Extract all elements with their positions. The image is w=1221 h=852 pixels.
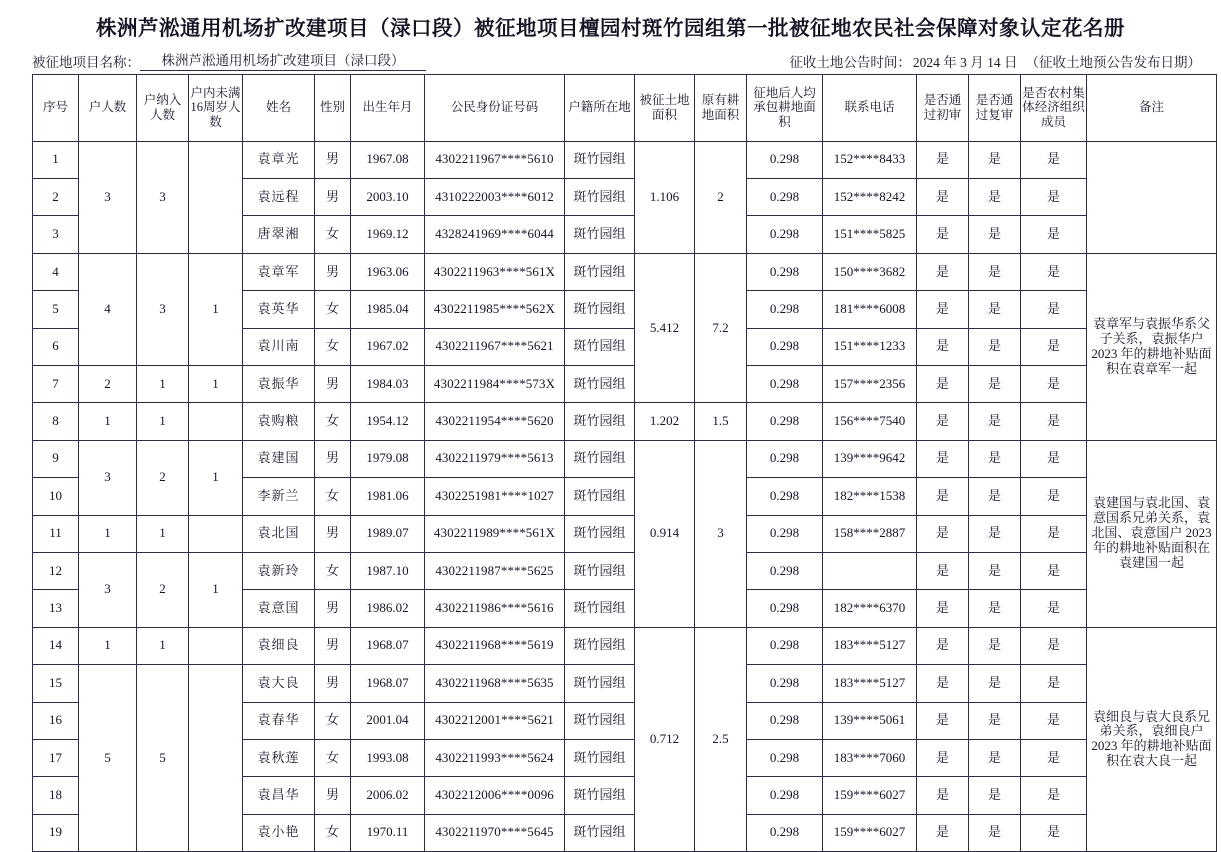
cell-first-review: 是	[917, 665, 969, 702]
cell-id-number: 4302211993****5624	[425, 739, 565, 776]
col-under16: 户内未满16周岁人数	[189, 74, 243, 141]
cell-second-review: 是	[969, 627, 1021, 664]
cell-id-number: 4302211989****561X	[425, 515, 565, 552]
cell-birth: 1969.12	[351, 216, 425, 253]
cell-gender: 女	[315, 328, 351, 365]
cell-residence: 斑竹园组	[565, 665, 635, 702]
cell-household-included: 1	[137, 515, 189, 552]
cell-birth: 1967.08	[351, 141, 425, 178]
cell-seq: 6	[33, 328, 79, 365]
cell-id-number: 4302211967****5621	[425, 328, 565, 365]
cell-gender: 男	[315, 665, 351, 702]
cell-first-review: 是	[917, 478, 969, 515]
cell-residence: 斑竹园组	[565, 702, 635, 739]
cell-collective-member: 是	[1021, 814, 1087, 851]
cell-seq: 2	[33, 179, 79, 216]
cell-gender: 男	[315, 141, 351, 178]
cell-under16	[189, 665, 243, 852]
cell-gender: 男	[315, 627, 351, 664]
cell-residence: 斑竹园组	[565, 627, 635, 664]
announcement-time-value: 2024 年 3 月 14 日	[912, 54, 1018, 70]
cell-phone	[823, 552, 917, 589]
cell-collective-member: 是	[1021, 777, 1087, 814]
cell-id-number: 4302212001****5621	[425, 702, 565, 739]
cell-name: 袁意国	[243, 590, 315, 627]
cell-collective-member: 是	[1021, 253, 1087, 290]
cell-phone: 139****5061	[823, 702, 917, 739]
cell-household-included: 1	[137, 403, 189, 440]
table-row	[33, 515, 1217, 552]
cell-household-people: 4	[79, 253, 137, 365]
cell-remark: 袁建国与袁北国、袁意国系兄弟关系，袁北国、袁意国户 2023 年的耕地补贴面积在袁建国一起	[1087, 440, 1217, 627]
col-household-included: 户纳入人数	[137, 74, 189, 141]
cell-id-number: 4302211985****562X	[425, 291, 565, 328]
cell-gender: 男	[315, 777, 351, 814]
cell-land-taken-area: 1.106	[635, 141, 695, 253]
cell-first-review: 是	[917, 739, 969, 776]
cell-second-review: 是	[969, 777, 1021, 814]
cell-second-review: 是	[969, 739, 1021, 776]
cell-gender: 男	[315, 590, 351, 627]
table-row	[33, 365, 1217, 402]
cell-gender: 男	[315, 515, 351, 552]
registry-table	[32, 74, 1217, 852]
cell-collective-member: 是	[1021, 403, 1087, 440]
cell-phone: 159****6027	[823, 814, 917, 851]
col-seq: 序号	[33, 74, 79, 141]
cell-original-farm-area: 2.5	[695, 627, 747, 851]
cell-id-number: 4310222003****6012	[425, 179, 565, 216]
cell-seq: 7	[33, 365, 79, 402]
cell-seq: 11	[33, 515, 79, 552]
cell-under16	[189, 627, 243, 664]
cell-id-number: 4302211987****5625	[425, 552, 565, 589]
cell-phone: 150****3682	[823, 253, 917, 290]
cell-residence: 斑竹园组	[565, 216, 635, 253]
cell-name: 袁昌华	[243, 777, 315, 814]
cell-birth: 1968.07	[351, 627, 425, 664]
cell-household-included: 3	[137, 141, 189, 253]
cell-original-farm-area: 7.2	[695, 253, 747, 403]
cell-second-review: 是	[969, 403, 1021, 440]
cell-seq: 16	[33, 702, 79, 739]
cell-birth: 1970.11	[351, 814, 425, 851]
cell-phone: 151****5825	[823, 216, 917, 253]
cell-under16	[189, 515, 243, 552]
cell-name: 袁秋莲	[243, 739, 315, 776]
cell-residence: 斑竹园组	[565, 365, 635, 402]
cell-gender: 女	[315, 552, 351, 589]
cell-under16: 1	[189, 253, 243, 365]
cell-household-people: 3	[79, 552, 137, 627]
col-birth: 出生年月	[351, 74, 425, 141]
cell-household-people: 5	[79, 665, 137, 852]
cell-name: 袁章军	[243, 253, 315, 290]
cell-per-capita-contract-area: 0.298	[747, 328, 823, 365]
cell-per-capita-contract-area: 0.298	[747, 141, 823, 178]
cell-birth: 1993.08	[351, 739, 425, 776]
cell-second-review: 是	[969, 515, 1021, 552]
col-land-taken-area: 被征土地面积	[635, 74, 695, 141]
col-remark: 备注	[1087, 74, 1217, 141]
table-body	[33, 141, 1217, 851]
cell-birth: 1967.02	[351, 328, 425, 365]
cell-birth: 1984.03	[351, 365, 425, 402]
cell-phone: 183****5127	[823, 665, 917, 702]
table-row	[33, 253, 1217, 290]
cell-seq: 5	[33, 291, 79, 328]
cell-under16: 1	[189, 365, 243, 402]
cell-name: 袁大良	[243, 665, 315, 702]
cell-collective-member: 是	[1021, 440, 1087, 477]
cell-first-review: 是	[917, 590, 969, 627]
cell-per-capita-contract-area: 0.298	[747, 478, 823, 515]
col-id-number: 公民身份证号码	[425, 74, 565, 141]
cell-name: 袁购粮	[243, 403, 315, 440]
cell-seq: 9	[33, 440, 79, 477]
cell-phone: 181****6008	[823, 291, 917, 328]
cell-second-review: 是	[969, 552, 1021, 589]
cell-residence: 斑竹园组	[565, 253, 635, 290]
cell-second-review: 是	[969, 253, 1021, 290]
cell-name: 袁远程	[243, 179, 315, 216]
cell-land-taken-area: 1.202	[635, 403, 695, 440]
cell-name: 袁振华	[243, 365, 315, 402]
cell-second-review: 是	[969, 328, 1021, 365]
col-second-review: 是否通过复审	[969, 74, 1021, 141]
cell-id-number: 4302211970****5645	[425, 814, 565, 851]
cell-seq: 19	[33, 814, 79, 851]
cell-gender: 女	[315, 291, 351, 328]
cell-original-farm-area: 3	[695, 440, 747, 627]
cell-household-people: 3	[79, 141, 137, 253]
cell-gender: 女	[315, 216, 351, 253]
cell-id-number: 4302211979****5613	[425, 440, 565, 477]
cell-name: 袁春华	[243, 702, 315, 739]
cell-phone: 152****8242	[823, 179, 917, 216]
cell-residence: 斑竹园组	[565, 739, 635, 776]
cell-household-included: 1	[137, 365, 189, 402]
cell-residence: 斑竹园组	[565, 141, 635, 178]
col-per-capita-contract-area: 征地后人均承包耕地面积	[747, 74, 823, 141]
cell-household-included: 3	[137, 253, 189, 365]
cell-residence: 斑竹园组	[565, 328, 635, 365]
cell-gender: 男	[315, 365, 351, 402]
cell-id-number: 4302211967****5610	[425, 141, 565, 178]
cell-second-review: 是	[969, 440, 1021, 477]
cell-residence: 斑竹园组	[565, 814, 635, 851]
cell-phone: 158****2887	[823, 515, 917, 552]
cell-first-review: 是	[917, 216, 969, 253]
cell-birth: 1979.08	[351, 440, 425, 477]
cell-name: 袁北国	[243, 515, 315, 552]
cell-first-review: 是	[917, 253, 969, 290]
cell-collective-member: 是	[1021, 552, 1087, 589]
cell-second-review: 是	[969, 478, 1021, 515]
cell-collective-member: 是	[1021, 627, 1087, 664]
table-row	[33, 141, 1217, 178]
cell-collective-member: 是	[1021, 291, 1087, 328]
cell-household-people: 1	[79, 403, 137, 440]
cell-collective-member: 是	[1021, 590, 1087, 627]
cell-name: 唐翠湘	[243, 216, 315, 253]
cell-per-capita-contract-area: 0.298	[747, 739, 823, 776]
cell-birth: 2003.10	[351, 179, 425, 216]
cell-household-people: 1	[79, 515, 137, 552]
cell-household-included: 2	[137, 552, 189, 627]
cell-id-number: 4302211984****573X	[425, 365, 565, 402]
cell-seq: 12	[33, 552, 79, 589]
project-name-value: 株洲芦淞通用机场扩改建项目（渌口段）	[140, 49, 426, 71]
cell-first-review: 是	[917, 328, 969, 365]
cell-per-capita-contract-area: 0.298	[747, 365, 823, 402]
cell-residence: 斑竹园组	[565, 478, 635, 515]
cell-remark: 袁细良与袁大良系兄弟关系，袁细良户 2023 年的耕地补贴面积在袁大良一起	[1087, 627, 1217, 851]
announcement-time-label: 征收土地公告时间：	[789, 54, 911, 70]
cell-seq: 15	[33, 665, 79, 702]
cell-per-capita-contract-area: 0.298	[747, 665, 823, 702]
cell-first-review: 是	[917, 814, 969, 851]
cell-per-capita-contract-area: 0.298	[747, 216, 823, 253]
cell-seq: 18	[33, 777, 79, 814]
cell-name: 袁英华	[243, 291, 315, 328]
cell-seq: 17	[33, 739, 79, 776]
col-gender: 性别	[315, 74, 351, 141]
cell-collective-member: 是	[1021, 216, 1087, 253]
cell-first-review: 是	[917, 627, 969, 664]
cell-collective-member: 是	[1021, 365, 1087, 402]
col-name: 姓名	[243, 74, 315, 141]
table-row	[33, 403, 1217, 440]
cell-second-review: 是	[969, 702, 1021, 739]
cell-phone: 156****7540	[823, 403, 917, 440]
cell-household-people: 1	[79, 627, 137, 664]
cell-gender: 男	[315, 179, 351, 216]
cell-id-number: 4302211963****561X	[425, 253, 565, 290]
cell-name: 袁章光	[243, 141, 315, 178]
cell-land-taken-area: 5.412	[635, 253, 695, 403]
cell-under16	[189, 403, 243, 440]
cell-name: 袁川南	[243, 328, 315, 365]
table-row	[33, 665, 1217, 702]
cell-phone: 152****8433	[823, 141, 917, 178]
cell-household-people: 3	[79, 440, 137, 515]
cell-second-review: 是	[969, 665, 1021, 702]
cell-household-included: 5	[137, 665, 189, 852]
cell-first-review: 是	[917, 440, 969, 477]
cell-under16	[189, 141, 243, 253]
cell-gender: 男	[315, 440, 351, 477]
cell-residence: 斑竹园组	[565, 440, 635, 477]
cell-birth: 1963.06	[351, 253, 425, 290]
cell-first-review: 是	[917, 552, 969, 589]
cell-id-number: 4302211968****5619	[425, 627, 565, 664]
cell-collective-member: 是	[1021, 515, 1087, 552]
cell-name: 袁细良	[243, 627, 315, 664]
cell-id-number: 4302212006****0096	[425, 777, 565, 814]
cell-household-included: 2	[137, 440, 189, 515]
cell-first-review: 是	[917, 515, 969, 552]
cell-remark: 袁章军与袁振华系父子关系，袁振华户2023 年的耕地补贴面积在袁章军一起	[1087, 253, 1217, 440]
cell-first-review: 是	[917, 403, 969, 440]
cell-seq: 10	[33, 478, 79, 515]
cell-name: 袁建国	[243, 440, 315, 477]
cell-per-capita-contract-area: 0.298	[747, 440, 823, 477]
cell-birth: 1986.02	[351, 590, 425, 627]
cell-residence: 斑竹园组	[565, 590, 635, 627]
cell-phone: 182****1538	[823, 478, 917, 515]
cell-birth: 1987.10	[351, 552, 425, 589]
cell-land-taken-area: 0.712	[635, 627, 695, 851]
cell-household-people: 2	[79, 365, 137, 402]
cell-per-capita-contract-area: 0.298	[747, 179, 823, 216]
cell-land-taken-area: 0.914	[635, 440, 695, 627]
cell-residence: 斑竹园组	[565, 515, 635, 552]
cell-under16: 1	[189, 552, 243, 627]
cell-under16: 1	[189, 440, 243, 515]
cell-seq: 8	[33, 403, 79, 440]
table-header-row	[33, 74, 1217, 141]
cell-id-number: 4328241969****6044	[425, 216, 565, 253]
cell-residence: 斑竹园组	[565, 179, 635, 216]
cell-original-farm-area: 2	[695, 141, 747, 253]
cell-seq: 4	[33, 253, 79, 290]
cell-residence: 斑竹园组	[565, 291, 635, 328]
cell-second-review: 是	[969, 291, 1021, 328]
cell-per-capita-contract-area: 0.298	[747, 627, 823, 664]
cell-birth: 1989.07	[351, 515, 425, 552]
cell-second-review: 是	[969, 814, 1021, 851]
cell-gender: 女	[315, 702, 351, 739]
cell-phone: 182****6370	[823, 590, 917, 627]
cell-collective-member: 是	[1021, 665, 1087, 702]
cell-per-capita-contract-area: 0.298	[747, 253, 823, 290]
cell-per-capita-contract-area: 0.298	[747, 515, 823, 552]
cell-first-review: 是	[917, 365, 969, 402]
cell-birth: 1954.12	[351, 403, 425, 440]
cell-id-number: 4302211954****5620	[425, 403, 565, 440]
cell-per-capita-contract-area: 0.298	[747, 777, 823, 814]
col-first-review: 是否通过初审	[917, 74, 969, 141]
col-household-people: 户人数	[79, 74, 137, 141]
cell-first-review: 是	[917, 179, 969, 216]
cell-collective-member: 是	[1021, 328, 1087, 365]
cell-seq: 14	[33, 627, 79, 664]
cell-residence: 斑竹园组	[565, 403, 635, 440]
cell-first-review: 是	[917, 141, 969, 178]
cell-name: 袁新玲	[243, 552, 315, 589]
cell-collective-member: 是	[1021, 702, 1087, 739]
cell-collective-member: 是	[1021, 179, 1087, 216]
cell-name: 李新兰	[243, 478, 315, 515]
col-original-farm-area: 原有耕地面积	[695, 74, 747, 141]
cell-per-capita-contract-area: 0.298	[747, 590, 823, 627]
project-name-label: 被征地项目名称：	[32, 54, 140, 70]
table-row	[33, 440, 1217, 477]
cell-collective-member: 是	[1021, 141, 1087, 178]
table-row	[33, 627, 1217, 664]
cell-phone: 159****6027	[823, 777, 917, 814]
cell-gender: 女	[315, 739, 351, 776]
cell-gender: 女	[315, 403, 351, 440]
cell-phone: 183****5127	[823, 627, 917, 664]
cell-residence: 斑竹园组	[565, 777, 635, 814]
cell-seq: 3	[33, 216, 79, 253]
cell-first-review: 是	[917, 291, 969, 328]
cell-second-review: 是	[969, 179, 1021, 216]
cell-phone: 157****2356	[823, 365, 917, 402]
cell-remark	[1087, 141, 1217, 253]
cell-seq: 13	[33, 590, 79, 627]
cell-per-capita-contract-area: 0.298	[747, 552, 823, 589]
cell-phone: 139****9642	[823, 440, 917, 477]
cell-second-review: 是	[969, 141, 1021, 178]
cell-household-included: 1	[137, 627, 189, 664]
cell-name: 袁小艳	[243, 814, 315, 851]
cell-birth: 1968.07	[351, 665, 425, 702]
cell-per-capita-contract-area: 0.298	[747, 291, 823, 328]
cell-second-review: 是	[969, 365, 1021, 402]
cell-gender: 男	[315, 253, 351, 290]
table-row	[33, 552, 1217, 589]
col-collective-member: 是否农村集体经济组织成员	[1021, 74, 1087, 141]
col-residence: 户籍所在地	[565, 74, 635, 141]
cell-first-review: 是	[917, 702, 969, 739]
cell-id-number: 4302211986****5616	[425, 590, 565, 627]
cell-birth: 1981.06	[351, 478, 425, 515]
cell-per-capita-contract-area: 0.298	[747, 702, 823, 739]
cell-phone: 151****1233	[823, 328, 917, 365]
cell-birth: 2001.04	[351, 702, 425, 739]
cell-collective-member: 是	[1021, 739, 1087, 776]
announcement-time-note: （征收土地预公告发布日期）	[1025, 54, 1201, 70]
cell-per-capita-contract-area: 0.298	[747, 403, 823, 440]
cell-birth: 1985.04	[351, 291, 425, 328]
cell-gender: 女	[315, 478, 351, 515]
cell-residence: 斑竹园组	[565, 552, 635, 589]
cell-collective-member: 是	[1021, 478, 1087, 515]
cell-per-capita-contract-area: 0.298	[747, 814, 823, 851]
cell-second-review: 是	[969, 590, 1021, 627]
cell-phone: 183****7060	[823, 739, 917, 776]
cell-seq: 1	[33, 141, 79, 178]
subheader-row	[32, 49, 1201, 71]
cell-birth: 2006.02	[351, 777, 425, 814]
cell-id-number: 4302211968****5635	[425, 665, 565, 702]
cell-id-number: 4302251981****1027	[425, 478, 565, 515]
col-phone: 联系电话	[823, 74, 917, 141]
cell-original-farm-area: 1.5	[695, 403, 747, 440]
cell-second-review: 是	[969, 216, 1021, 253]
cell-first-review: 是	[917, 777, 969, 814]
cell-gender: 女	[315, 814, 351, 851]
page-title: 株洲芦淞通用机场扩改建项目（渌口段）被征地项目檀园村斑竹园组第一批被征地农民社会保障对象认定花名册	[96, 18, 1125, 40]
